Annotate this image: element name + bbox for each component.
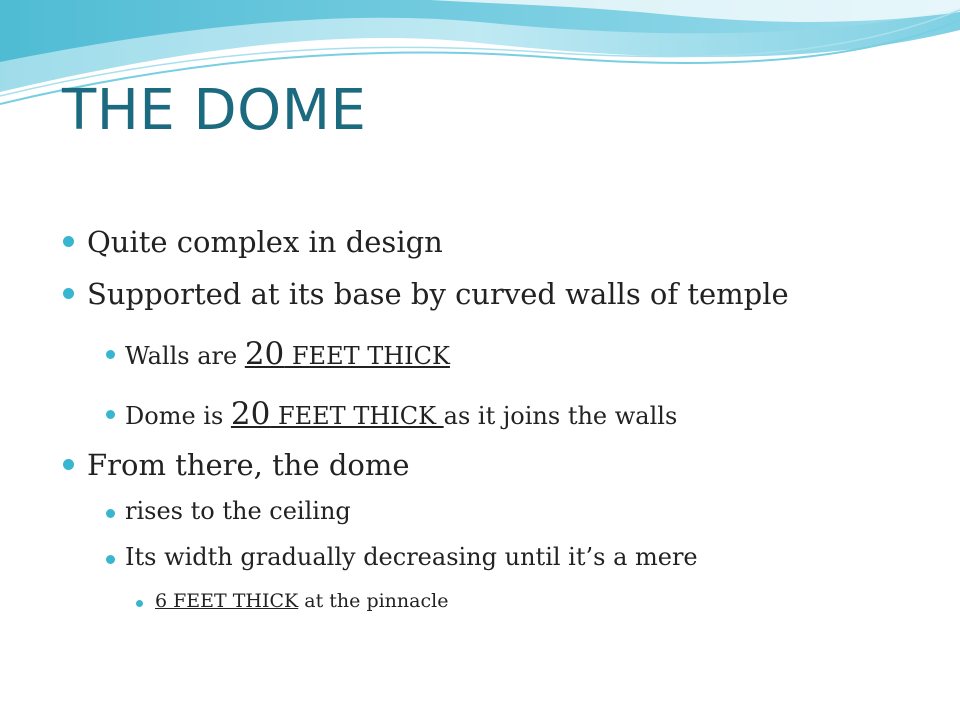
bullet-dot-icon — [106, 350, 115, 359]
subbullet-rises-ceiling — [125, 497, 351, 525]
bullet-text: rises to the ceiling — [125, 497, 351, 525]
subbullet-dome-thick — [125, 396, 677, 432]
bullet-text: Its width gradually decreasing until it’s a mere — [125, 543, 698, 571]
bullet-dot-icon — [106, 509, 115, 518]
dome-thickness-number: 20 — [230, 396, 271, 432]
walls-thickness-number: 20 — [244, 336, 285, 372]
dome-thickness-unit: FEET THICK — [270, 402, 444, 430]
bullet-text-suffix: at the pinnacle — [298, 590, 449, 612]
bullet-text-suffix: as it joins the walls — [443, 402, 678, 430]
bullet-text-prefix: Dome is — [125, 402, 231, 430]
slide-title: THE DOME — [62, 78, 367, 143]
dome-thickness-underlined — [230, 396, 444, 432]
pinnacle-thickness-underlined: 6 FEET THICK — [155, 590, 299, 612]
bullet-text: Supported at its base by curved walls of temple — [87, 277, 789, 311]
bullet-supported-base — [87, 277, 789, 311]
bullet-dot-icon — [106, 410, 115, 419]
bullet-quite-complex — [87, 225, 443, 259]
bullet-dot-icon — [63, 236, 74, 247]
walls-thickness-underlined — [244, 336, 450, 372]
bullet-dot-icon — [63, 459, 74, 470]
bullet-text: Quite complex in design — [87, 225, 443, 259]
subbullet-width-decreasing — [125, 543, 698, 571]
bullet-text: From there, the dome — [87, 448, 410, 482]
bullet-text-prefix: Walls are — [125, 342, 245, 370]
bullet-from-there — [87, 448, 410, 482]
bullet-dot-icon — [136, 600, 143, 607]
walls-thickness-unit: FEET THICK — [284, 342, 450, 370]
subsubbullet-six-feet — [155, 590, 448, 612]
bullet-dot-icon — [63, 288, 74, 299]
bullet-dot-icon — [106, 555, 115, 564]
subbullet-walls-thick — [125, 336, 450, 372]
